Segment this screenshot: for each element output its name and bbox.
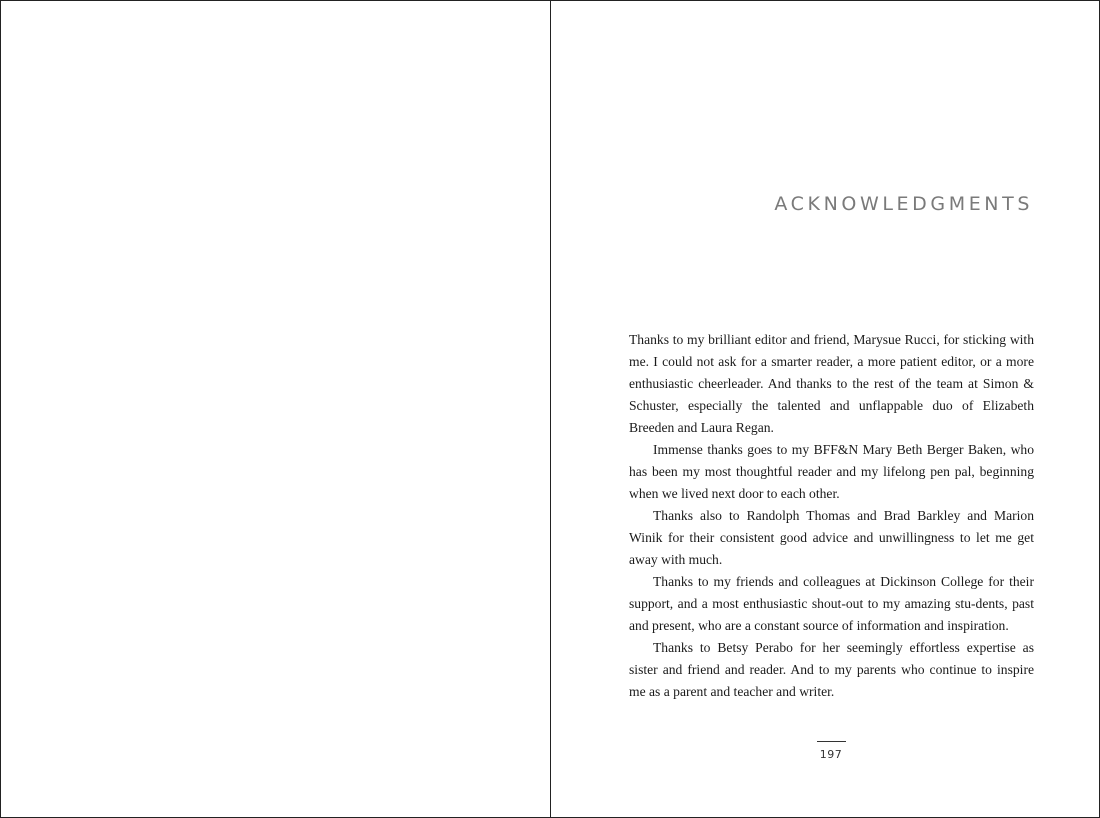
paragraph-2: Immense thanks goes to my BFF&N Mary Beth Berger Baken, who has been my most thoughtful reader and my lifelong pen pal, beginning when we lived next door to each other. xyxy=(629,442,1034,501)
paragraph-4: Thanks to my friends and colleagues at Dickinson College for their support, and a most enthusiastic shout-out to my amazing stu-dents, past and present, who are a constant source of information and inspiration. xyxy=(629,574,1034,633)
page-number: 197 xyxy=(819,748,843,761)
acknowledgments-body xyxy=(629,329,1034,703)
paragraph-3: Thanks also to Randolph Thomas and Brad Barkley and Marion Winik for their consistent good advice and unwillingness to let me get away with much. xyxy=(629,508,1034,567)
chapter-title: ACKNOWLEDGMENTS xyxy=(774,193,1033,215)
paragraph-1: Thanks to my brilliant editor and friend, Marysue Rucci, for sticking with me. I could not ask for a smarter reader, a more patient editor, or a more enthusiastic cheerleader. And thanks to the rest of the team at Simon & Schuster, especially the talented and unflappable duo of Elizabeth Breeden and Laura Regan. xyxy=(629,332,1034,435)
paragraph-5: Thanks to Betsy Perabo for her seemingly effortless expertise as sister and friend and reader. And to my parents who continue to inspire me as a parent and teacher and writer. xyxy=(629,640,1034,699)
folio-rule xyxy=(817,741,846,742)
right-page xyxy=(550,0,1100,818)
